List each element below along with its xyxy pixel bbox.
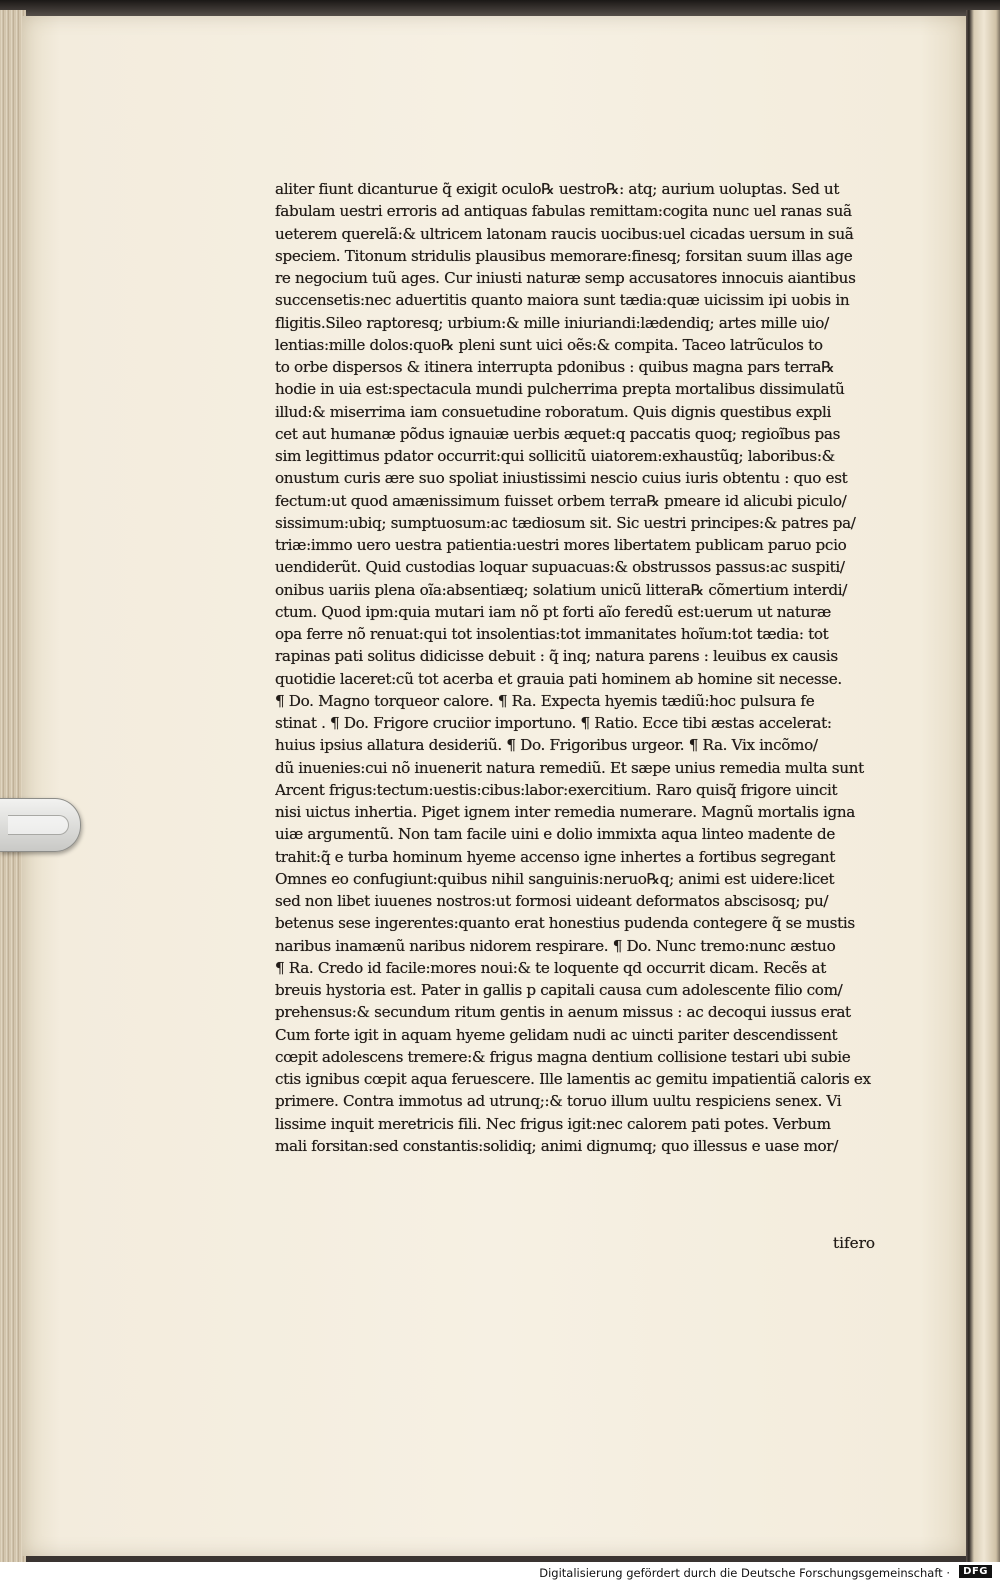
text-line: trahit:q̃ e turba hominum hyeme accenso igne inhertes a fortibus segregant	[275, 847, 835, 866]
text-line: to orbe dispersos & itinera interrupta pdonibus : quibus magna pars terra℞	[275, 358, 835, 376]
text-line: onustum curis ære suo spoliat iniustissimi nescio cuius iuris obtentu : quo est	[275, 469, 848, 488]
text-line: nisi uictus inhertia. Piget ignem inter remedia numerare. Magnũ mortalis igna	[275, 803, 855, 821]
footer-bar	[0, 1562, 1000, 1585]
text-line: sissimum:ubiq; sumptuosum:ac tædiosum sit. Sic uestri principes:& patres pa/	[275, 513, 856, 532]
body-text-block	[275, 178, 885, 1157]
text-line: primere. Contra immotus ad utrunq;:& toruo illum uultu respiciens senex. Vi	[275, 1092, 842, 1111]
text-line: illud:& miserrima iam consuetudine roboratum. Quis dignis questibus expli	[275, 402, 832, 421]
text-line: lissime inquit meretricis fili. Nec frigus igit:nec calorem pati potes. Verbum	[275, 1114, 831, 1133]
text-line: uiæ argumentũ. Non tam facile uini e dolio immixta aqua linteo madente de	[275, 825, 835, 844]
text-line: Omnes eo confugiunt:quibus nihil sanguinis:neruo℞q; animi est uidere:licet	[275, 869, 835, 888]
text-line: breuis hystoria est. Pater in gallis p capitali causa cum adolescente filio com/	[275, 981, 843, 999]
text-line: naribus inamænũ naribus nidorem respirare. ¶ Do. Nunc tremo:nunc æstuo	[275, 936, 836, 955]
funding-credit: Digitalisierung gefördert durch die Deutsche Forschungsgemeinschaft ·	[539, 1566, 950, 1580]
dfg-logo: DFG	[959, 1565, 992, 1578]
text-line: quotidie laceret:cũ tot acerba et grauia pati hominem ab homine sit necesse.	[275, 669, 842, 688]
text-line: onibus uariis plena oĩa:absentiæq; solatium unicũ littera℞ cõmertium interdi/	[275, 580, 848, 599]
page-clip-slot	[8, 815, 69, 835]
text-line: ctum. Quod ipm:quia mutari iam nõ pt forti aĩo feredũ est:uerum ut naturæ	[275, 602, 831, 621]
text-line: re negocium tuũ ages. Cur iniusti naturæ semp accusatores innocuis aiantibus	[275, 269, 856, 287]
text-line: mali forsitan:sed constantis:solidiq; animi dignumq; quo illessus e uase mor/	[275, 1136, 838, 1155]
text-line: triæ:immo uero uestra patientia:uestri mores libertatem publicam paruo pcio	[275, 536, 847, 554]
text-line: fligitis.Sileo raptoresq; urbium:& mille iniuriandi:lædendiq; artes mille uio/	[275, 313, 829, 332]
text-line: ¶ Ra. Credo id facile:mores noui:& te loquente qd occurrit dicam. Recẽs at	[275, 958, 827, 977]
text-line: aliter fiunt dicanturue q̃ exigit oculo℞ uestro℞: atq; aurium uoluptas. Sed ut	[275, 180, 840, 198]
text-line: rapinas pati solitus didicisse debuit : q̃ inq; natura parens : leuibus ex causis	[275, 647, 838, 666]
text-line: betenus sese ingerentes:quanto erat honestius pudenda contegere q̃ se mustis	[275, 914, 855, 933]
text-line: speciem. Titonum stridulis plausibus memorare:finesq; forsitan suum illas age	[275, 246, 853, 265]
text-line: fabulam uestri erroris ad antiquas fabulas remittam:cogita nunc uel ranas suã	[275, 202, 852, 221]
text-line: cet aut humanæ põdus ignauiæ uerbis æquet:q paccatis quoq; regioĩbus pas	[275, 424, 841, 443]
text-line: fectum:ut quod amænissimum fuisset orbem terra℞ pmeare id alicubi piculo/	[275, 491, 847, 510]
text-line: dũ inuenies:cui nõ inuenerit natura remediũ. Et sæpe unius remedia multa sunt	[275, 758, 864, 777]
text-line: huius ipsius allatura desideriũ. ¶ Do. Frigoribus urgeor. ¶ Ra. Vix incõmo/	[275, 736, 818, 755]
text-line: Arcent frigus:tectum:uestis:cibus:labor:exercitium. Raro quisq̃ frigore uincit	[275, 780, 838, 799]
catchword: tifero	[833, 1234, 875, 1252]
text-line: sim legittimus pdator occurrit:qui sollicitũ uiatorem:exhaustũq; laboribus:&	[275, 447, 835, 465]
text-line: sed non libet iuuenes nostros:ut formosi uideant deformatos abscisosq; pu/	[275, 892, 829, 910]
text-line: Cum forte igit in aquam hyeme gelidam nudi ac uincti pariter descendissent	[275, 1025, 838, 1044]
text-line: uendiderũt. Quid custodias loquar supuacuas:& obstrussos passus:ac suspiti/	[275, 558, 845, 577]
text-line: hodie in uia est:spectacula mundi pulcherrima prepta mortalibus dissimulatũ	[275, 380, 845, 399]
text-line: ¶ Do. Magno torqueor calore. ¶ Ra. Expecta hyemis tædiũ:hoc pulsura fe	[275, 691, 815, 710]
text-line: ctis ignibus cœpit aqua feruescere. Ille lamentis ac gemitu impatientiã caloris ex	[275, 1070, 871, 1088]
text-line: prehensus:& secundum ritum gentis in aenum missus : ac decoqui iussus erat	[275, 1003, 851, 1022]
text-line: opa ferre nõ renuat:qui tot insolentias:tot immanitates hoĩum:tot tædia: tot	[275, 625, 829, 643]
text-line: succensetis:nec aduertitis quanto maiora sunt tædia:quæ uicissim ipi uobis in	[275, 291, 850, 310]
text-line: stinat . ¶ Do. Frigore cruciior importuno. ¶ Ratio. Ecce tibi æstas accelerat:	[275, 714, 832, 732]
page-clip-marker	[0, 798, 81, 852]
text-line: cœpit adolescens tremere:& frigus magna dentium collisione testari ubi subie	[275, 1047, 851, 1066]
text-line: ueterem querelã:& ultricem latonam raucis uocibus:uel cicadas uersum in suã	[275, 224, 854, 243]
text-line: lentias:mille dolos:quo℞ pleni sunt uici oẽs:& compita. Taceo latrũculos to	[275, 335, 823, 354]
right-page-edge	[966, 10, 1000, 1562]
